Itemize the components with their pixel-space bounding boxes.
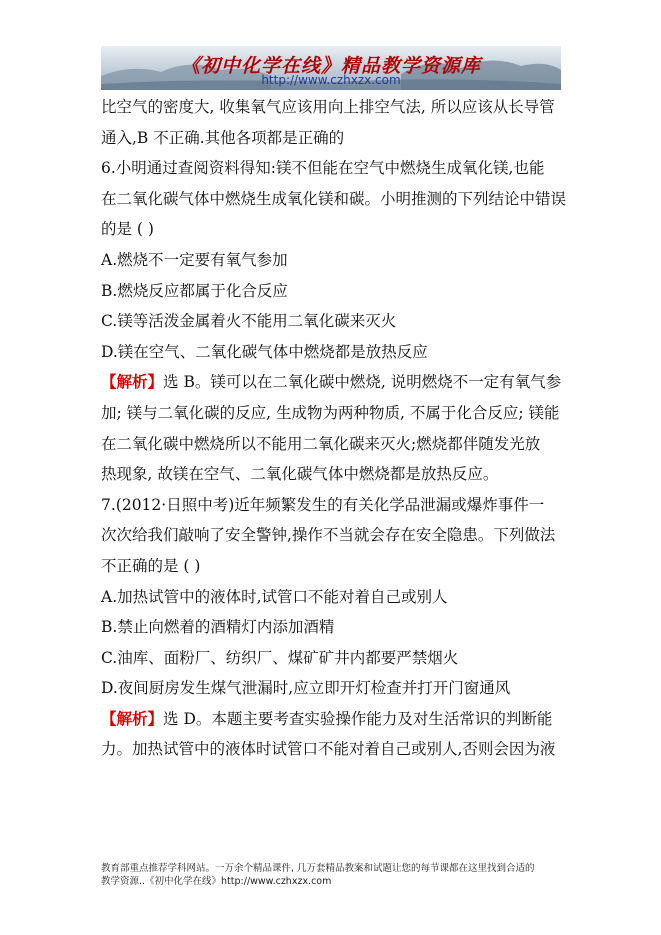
question-6-line-1: 6.小明通过查阅资料得知:镁不但能在空气中燃烧生成氧化镁,也能 [101,159,545,178]
q6-analysis-line-4: 热现象, 故镁在空气、二氧化碳气体中燃烧都是放热反应。 [101,465,499,484]
q6-analysis-line-3: 在二氧化碳中燃烧所以不能用二氧化碳来灭火;燃烧都伴随发光放 [101,434,541,453]
question-7-line-1: 7.(2012·日照中考)近年频繁发生的有关化学品泄漏或爆炸事件一 [101,495,545,514]
q6-option-c: C.镁等活泼金属着火不能用二氧化碳来灭火 [101,312,397,331]
q7-analysis-line-2: 力。加热试管中的液体时试管口不能对着自己或别人,否则会因为液 [101,740,556,759]
document-body [101,92,579,765]
q7-option-b: B.禁止向燃着的酒精灯内添加酒精 [101,618,335,637]
q6-option-a: A.燃烧不一定要有氧气参加 [101,250,288,269]
q6-analysis-line-2: 加; 镁与二氧化碳的反应, 生成物为两种物质, 不属于化合反应; 镁能 [101,403,560,422]
page-footer [101,862,571,888]
analysis-tag: 【解析】 [101,708,164,728]
footer-line-2: 教学资源..《初中化学在线》http://www.czhxzx.com [101,876,332,887]
question-7-line-2: 次次给我们敲响了安全警钟,操作不当就会存在安全隐患。下列做法 [101,526,556,545]
q7-option-d: D.夜间厨房发生煤气泄漏时,应立即开灯检查并打开门窗通风 [101,679,511,698]
question-6-line-3: 的是 ( ) [101,220,154,239]
question-7-line-3: 不正确的是 ( ) [101,556,201,575]
q6-option-b: B.燃烧反应都属于化合反应 [101,281,288,300]
q7-option-c: C.油库、面粉厂、纺织厂、煤矿矿井内都要严禁烟火 [101,648,459,667]
footer-line-1: 教育部重点推荐学科网站。一万余个精品课件, 几万套精品教案和试题让您的每节课都在这里找到合适的 [101,863,535,874]
header-banner [101,46,561,90]
banner-title: 《初中化学在线》精品教学资源库 [180,55,481,77]
q6-analysis-line-1: 【解析】选 B。镁可以在二氧化碳中燃烧, 说明燃烧不一定有氧气参 [101,372,562,392]
banner-url[interactable]: http://www.czhxzx.com [261,73,401,87]
q7-option-a: A.加热试管中的液体时,试管口不能对着自己或别人 [101,587,448,606]
q7-analysis-line-1: 【解析】选 D。本题主要考查实验操作能力及对生活常识的判断能 [101,708,553,728]
analysis-tag: 【解析】 [101,372,164,392]
text-line-1: 比空气的密度大, 收集氧气应该用向上排空气法, 所以应该从长导管 [101,98,555,116]
question-6-line-2: 在二氧化碳气体中燃烧生成氧化镁和碳。小明推测的下列结论中错误 [101,189,567,208]
text-line-2: 通入,B 不正确.其他各项都是正确的 [101,128,345,147]
q6-option-d: D.镁在空气、二氧化碳气体中燃烧都是放热反应 [101,342,428,361]
